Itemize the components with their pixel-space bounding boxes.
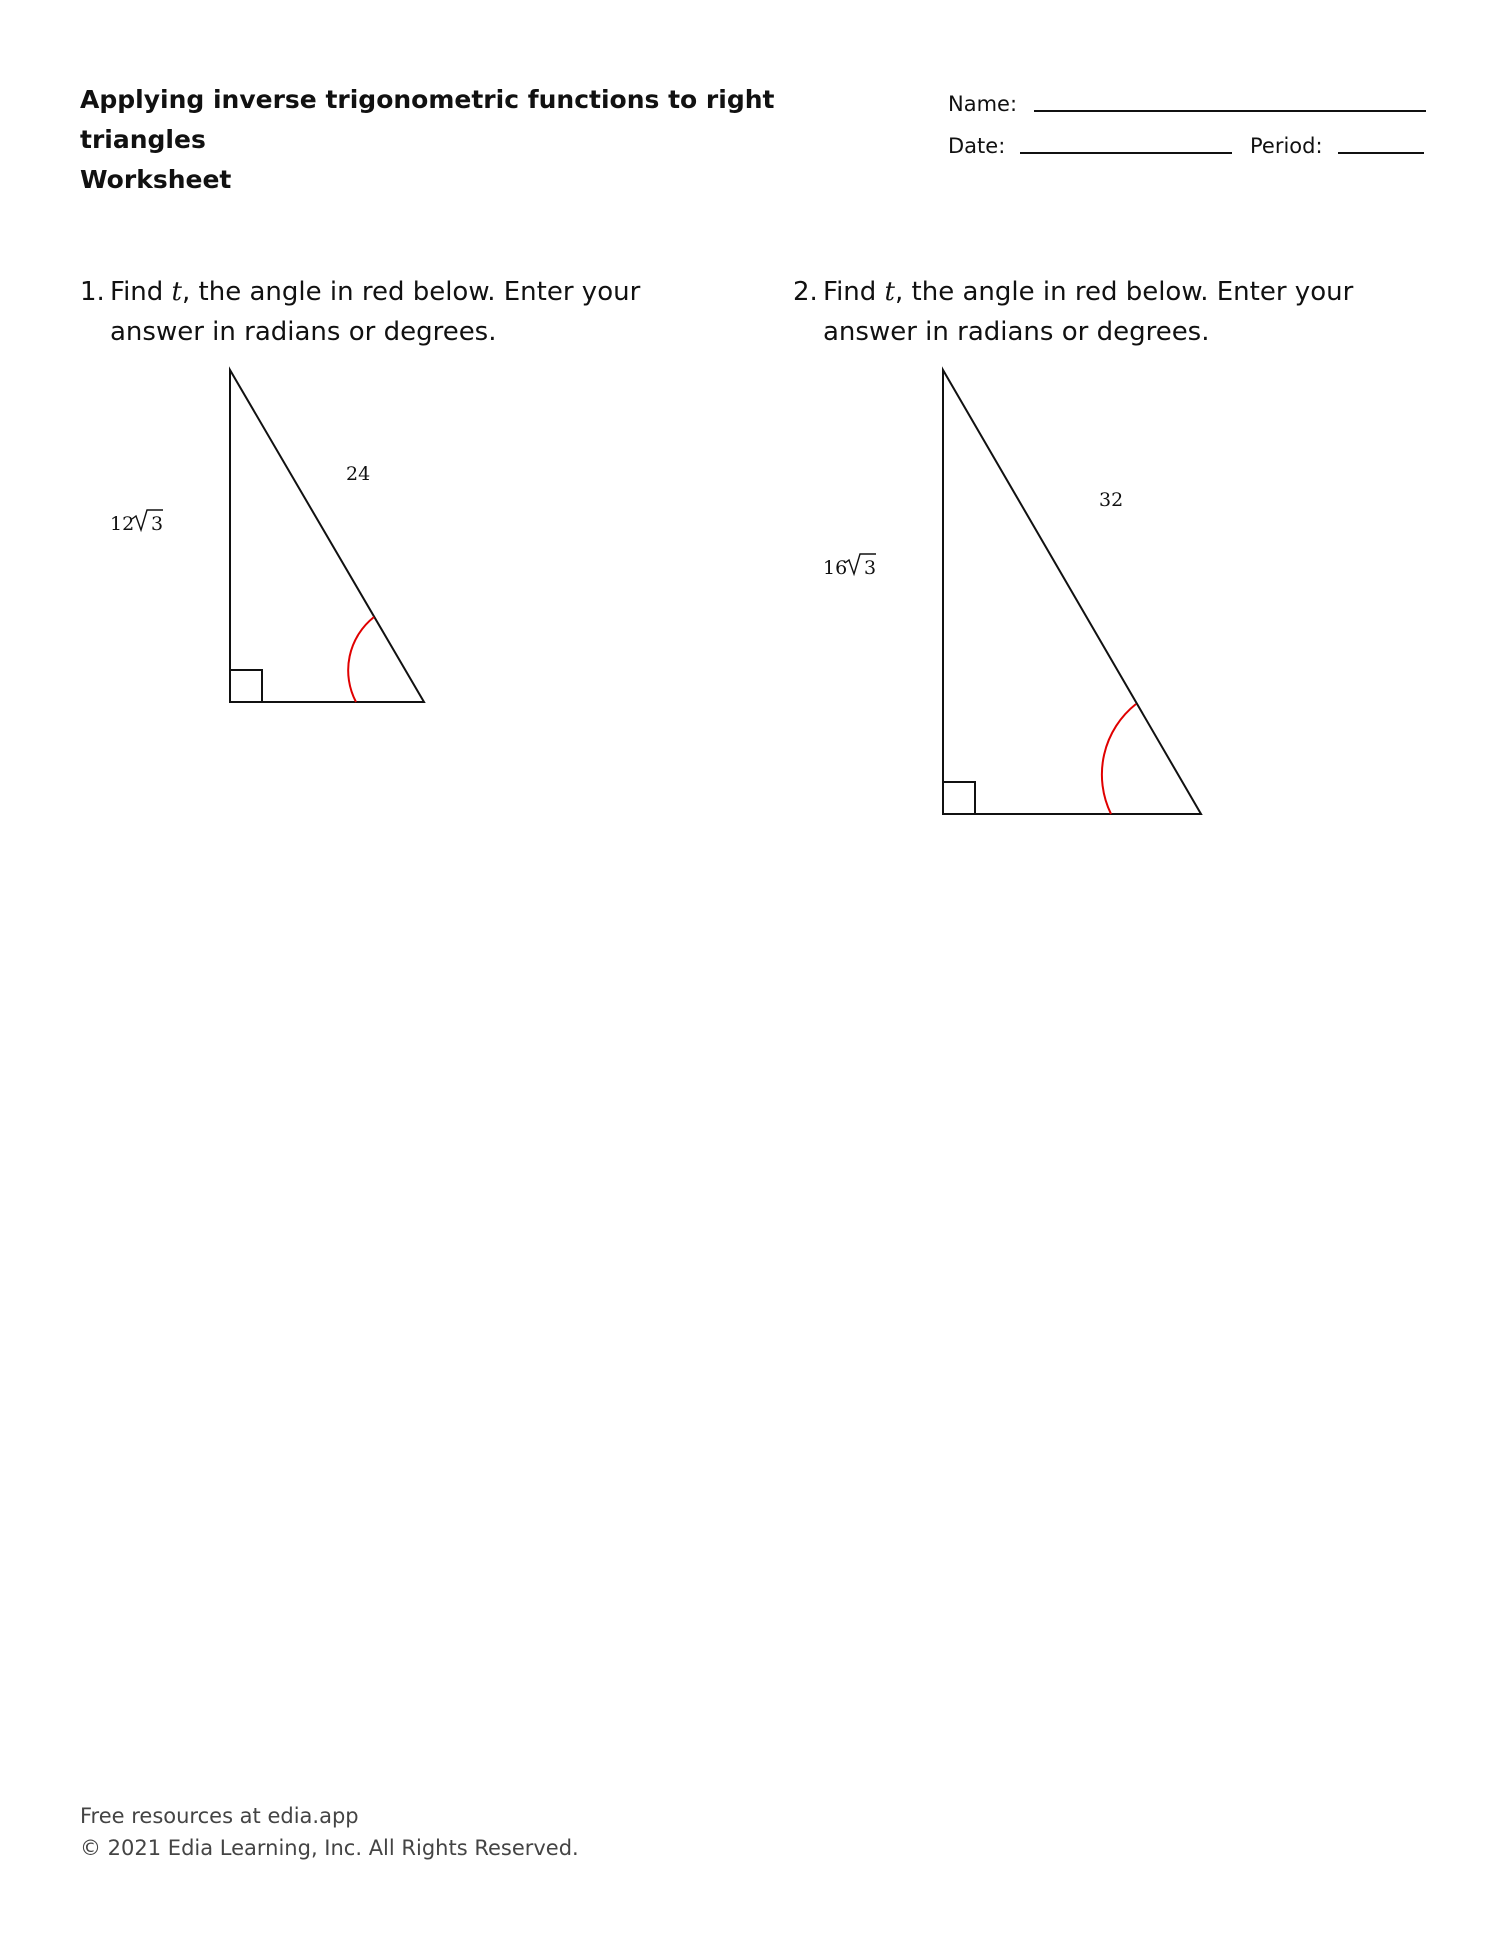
triangle-1-angle-arc xyxy=(348,617,374,702)
problem-1-number: 1. xyxy=(80,277,105,307)
triangle-1 xyxy=(110,370,424,702)
title-line-1: Applying inverse trigonometric functions to right triangles xyxy=(80,85,775,154)
triangle-1-outline xyxy=(230,370,424,702)
footer-copyright: © 2021 Edia Learning, Inc. All Rights Reserved. xyxy=(80,1836,579,1860)
name-label: Name: xyxy=(948,92,1018,116)
triangle-2-right-angle-marker xyxy=(943,782,975,814)
triangle-2-outline xyxy=(943,370,1201,814)
svg-text:3: 3 xyxy=(864,557,877,579)
triangle-2-leg-label xyxy=(823,554,876,579)
footer-resources: Free resources at edia.app xyxy=(80,1804,359,1828)
title-line-2: Worksheet xyxy=(80,165,232,194)
svg-text:3: 3 xyxy=(151,513,164,535)
svg-text:12: 12 xyxy=(110,513,135,535)
triangle-2 xyxy=(823,370,1201,814)
problem-1-prompt: Find t, the angle in red below. Enter your answer in radians or degrees. xyxy=(110,277,641,347)
footer xyxy=(80,1800,579,1864)
svg-text:16: 16 xyxy=(823,557,848,579)
problem-2-prompt: Find t, the angle in red below. Enter your answer in radians or degrees. xyxy=(823,277,1354,347)
triangle-2-angle-arc xyxy=(1102,704,1136,814)
date-label: Date: xyxy=(948,134,1006,158)
triangle-1-right-angle-marker xyxy=(230,670,262,702)
triangle-1-leg-label xyxy=(110,510,163,535)
triangle-1-hypotenuse-label: 24 xyxy=(346,463,371,485)
triangle-2-hypotenuse-label: 32 xyxy=(1099,489,1124,511)
problem-2-variable: t xyxy=(884,277,895,307)
period-label: Period: xyxy=(1250,134,1323,158)
problem-1-variable: t xyxy=(171,277,182,307)
problem-2-number: 2. xyxy=(793,277,818,307)
